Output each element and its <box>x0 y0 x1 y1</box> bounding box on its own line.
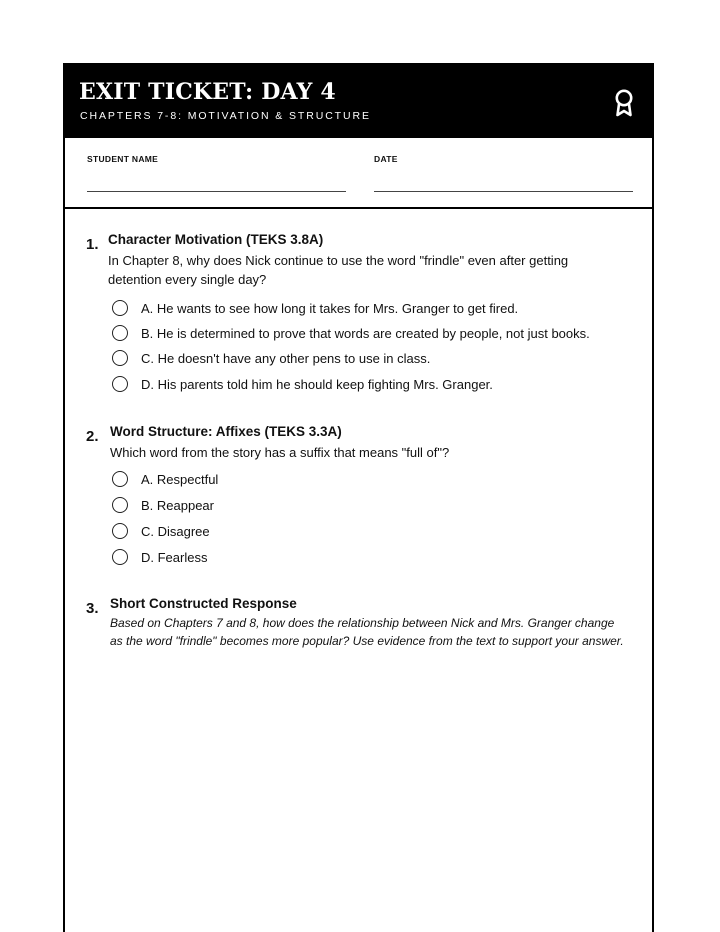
answer-option-label: C. Disagree <box>141 524 210 539</box>
answer-option-label: C. He doesn't have any other pens to use in class. <box>141 351 431 366</box>
question-text: Which word from the story has a suffix that means "full of"? <box>110 445 450 460</box>
question-text: In Chapter 8, why does Nick continue to use the word "frindle" even after getting detention every single day? <box>108 253 569 287</box>
radio-bubble[interactable] <box>112 376 128 392</box>
question-number: 1. <box>86 236 99 253</box>
question-title: Word Structure: Affixes (TEKS 3.3A) <box>110 424 342 439</box>
radio-bubble[interactable] <box>112 325 128 341</box>
student-name-label: STUDENT NAME <box>87 154 159 164</box>
question-title: Short Constructed Response <box>110 596 297 611</box>
student-name-line[interactable] <box>87 191 346 192</box>
answer-option-label: B. Reappear <box>141 498 214 513</box>
student-info-fields <box>65 138 652 209</box>
date-line[interactable] <box>374 191 633 192</box>
answer-option-label: A. He wants to see how long it takes for Mrs. Granger to get fired. <box>141 301 519 316</box>
ticket-title: EXIT TICKET: DAY 4 <box>79 79 336 105</box>
date-label: DATE <box>374 154 398 164</box>
question-prompt: Based on Chapters 7 and 8, how does the relationship between Nick and Mrs. Granger change as the word "frindle" becomes more popular? Use evidence from the text to support your answer. <box>110 616 624 648</box>
answer-option-label: D. His parents told him he should keep fighting Mrs. Granger. <box>141 377 493 392</box>
radio-bubble[interactable] <box>112 350 128 366</box>
answer-option-label: B. He is determined to prove that words are created by people, not just books. <box>141 326 590 341</box>
exit-ticket-sheet <box>63 63 654 932</box>
answer-option-label: D. Fearless <box>141 550 208 565</box>
answer-option-label: A. Respectful <box>141 472 219 487</box>
radio-bubble[interactable] <box>112 497 128 513</box>
question-number: 3. <box>86 600 99 617</box>
ticket-header <box>65 65 652 138</box>
radio-bubble[interactable] <box>112 523 128 539</box>
radio-bubble[interactable] <box>112 549 128 565</box>
question-number: 2. <box>86 428 99 445</box>
ticket-subtitle: CHAPTERS 7-8: MOTIVATION & STRUCTURE <box>80 110 371 122</box>
radio-bubble[interactable] <box>112 471 128 487</box>
question-title: Character Motivation (TEKS 3.8A) <box>108 232 324 247</box>
radio-bubble[interactable] <box>112 300 128 316</box>
award-ribbon-icon <box>614 89 634 117</box>
